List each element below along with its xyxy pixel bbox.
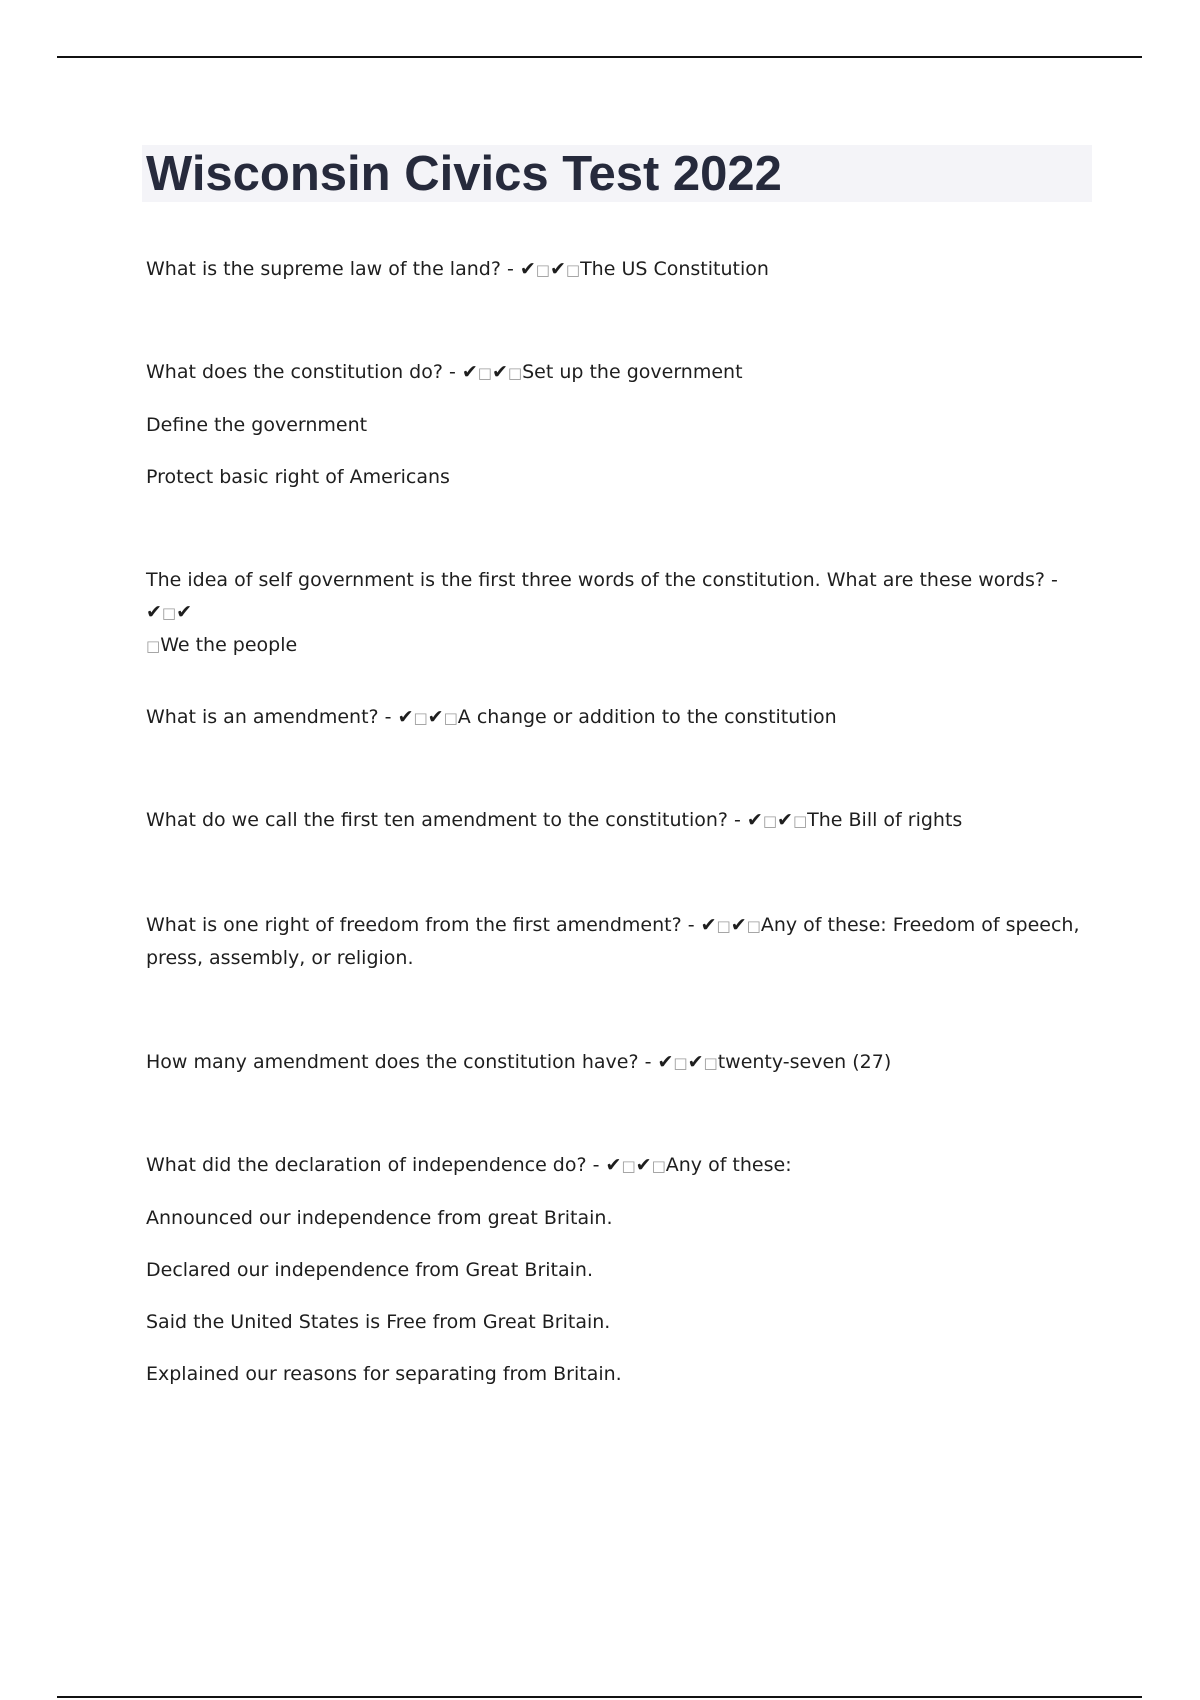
qa-item [146,701,1096,734]
box-icon: □ [746,917,761,935]
question-text: What is one right of freedom from the first amendment? - [146,914,701,936]
qa-item [146,356,1096,493]
answer-text: Any of these: [665,1154,792,1176]
answer-text: A change or addition to the constitution [457,706,837,728]
check-icon: ✔ [730,914,747,936]
check-icon: ✔ [146,601,162,623]
box-icon: □ [507,364,523,382]
answer-extra-line: Protect basic right of Americans [146,466,450,488]
answer-text: The US Constitution [580,258,769,280]
bottom-rule [57,1696,1142,1698]
answer-extra-line: Declared our independence from Great Britain. [146,1259,593,1281]
qa-line [146,564,1096,662]
qa-item [146,804,1096,837]
check-icon: ✔ [491,361,508,383]
qa-item [146,1149,1096,1390]
answer-text: Set up the government [522,361,743,383]
answer-extra-line: Announced our independence from great Britain. [146,1207,613,1229]
check-icon: ✔ [461,361,478,383]
box-icon: □ [413,709,428,727]
qa-line [146,909,1096,974]
box-icon: □ [673,1054,688,1072]
question-text: What did the declaration of independence do? - [146,1154,606,1176]
question-text: How many amendment does the constitution have? - [146,1051,658,1073]
box-icon: □ [621,1157,636,1175]
question-text: What does the constitution do? - [146,361,462,383]
check-icon: ✔ [176,601,193,623]
box-icon: □ [703,1054,718,1072]
qa-line [146,356,1096,389]
document-title: Wisconsin Civics Test 2022 [146,147,782,201]
qa-item [146,1046,1096,1079]
answer-text: We the people [160,634,298,656]
qa-line [146,1149,1096,1182]
top-rule [57,56,1142,58]
box-icon: □ [477,364,492,382]
answer-text: The Bill of rights [807,809,963,831]
answer-text: Any of these: Freedom of speech, press, assembly, or religion. [146,914,1080,969]
box-icon: □ [716,917,731,935]
answer-extra-line: Define the government [146,414,368,436]
check-icon: ✔ [427,706,444,728]
question-text: The idea of self government is the first three words of the constitution. What are these words? - [146,569,1058,591]
answer-extra-line: Said the United States is Free from Great Britain. [146,1311,611,1333]
check-icon: ✔ [397,706,414,728]
question-text: What do we call the first ten amendment to the constitution? - [146,809,747,831]
check-icon: ✔ [746,809,763,831]
qa-line [146,253,1096,286]
question-text: What is an amendment? - [146,706,398,728]
check-icon: ✔ [519,258,536,280]
box-icon: □ [651,1157,666,1175]
box-icon: □ [535,261,550,279]
box-icon: □ [565,261,581,279]
box-icon: □ [792,812,808,830]
qa-item [146,564,1096,662]
question-text: What is the supreme law of the land? - [146,258,520,280]
box-icon: □ [146,637,161,655]
qa-line [146,1046,1096,1079]
answer-text: twenty-seven (27) [717,1051,892,1073]
check-icon: ✔ [549,258,566,280]
qa-item [146,253,1096,286]
box-icon: □ [161,604,177,622]
qa-line [146,804,1096,837]
qa-item [146,909,1096,974]
check-icon: ✔ [777,809,793,831]
check-icon: ✔ [605,1154,622,1176]
box-icon: □ [762,812,778,830]
check-icon: ✔ [657,1051,674,1073]
check-icon: ✔ [635,1154,652,1176]
check-icon: ✔ [700,914,717,936]
answer-extra-line: Explained our reasons for separating from Britain. [146,1363,622,1385]
qa-line [146,701,1096,734]
box-icon: □ [443,709,458,727]
check-icon: ✔ [687,1051,704,1073]
